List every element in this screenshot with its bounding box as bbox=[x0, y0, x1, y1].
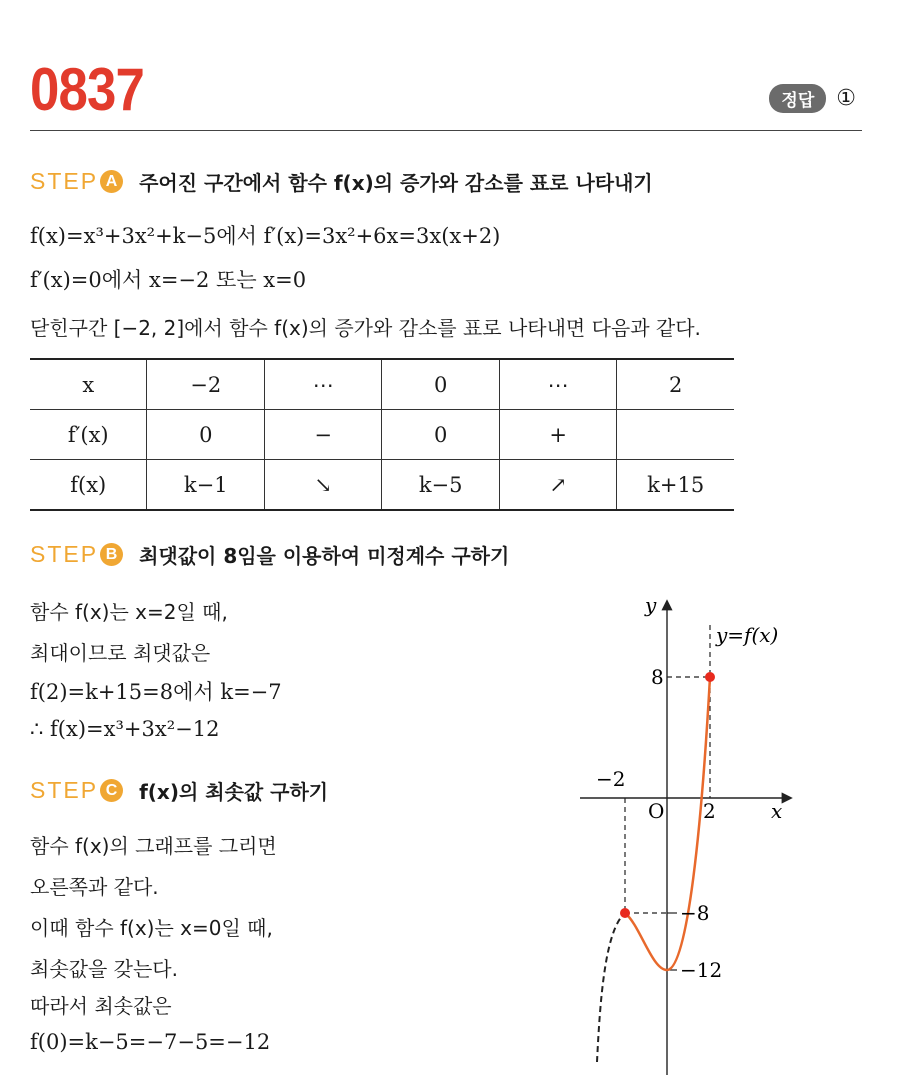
step-letter-icon: C bbox=[100, 779, 123, 802]
y-axis-label: y bbox=[645, 593, 657, 617]
table-cell: ⋯ bbox=[499, 359, 616, 410]
table-cell: x bbox=[30, 359, 147, 410]
table-row bbox=[30, 460, 734, 511]
step-a-line-3: 닫힌구간 [−2, 2]에서 함수 f(x)의 증가와 감소를 표로 나타내면 다음과 같다. bbox=[30, 316, 701, 340]
step-a-line-2: f′(x)=0에서 x=−2 또는 x=0 bbox=[30, 268, 307, 292]
decrease-arrow-icon: ↘ bbox=[265, 460, 382, 511]
curve-outside-interval bbox=[597, 913, 625, 1062]
step-tag: STEP bbox=[30, 777, 99, 803]
answer-badge: 정답 bbox=[769, 84, 826, 113]
step-b-heading bbox=[30, 540, 509, 569]
table-cell: − bbox=[265, 410, 382, 460]
curve-label: y=f(x) bbox=[716, 623, 779, 647]
step-b-line-1: 함수 f(x)는 x=2일 때, bbox=[30, 600, 228, 624]
step-c-line-5: 따라서 최솟값은 bbox=[30, 994, 172, 1018]
label-y-8: 8 bbox=[651, 665, 664, 689]
table-cell: k−1 bbox=[147, 460, 265, 511]
point-max bbox=[705, 672, 715, 682]
step-c-line-4: 최솟값을 갖는다. bbox=[30, 957, 178, 981]
x-axis-label: x bbox=[771, 799, 783, 823]
label-x-neg2: −2 bbox=[596, 767, 626, 791]
answer-value: ① bbox=[836, 86, 856, 111]
label-x-2: 2 bbox=[703, 799, 716, 823]
table-cell: ⋯ bbox=[265, 359, 382, 410]
step-title: 주어진 구간에서 함수 f(x)의 증가와 감소를 표로 나타내기 bbox=[139, 171, 653, 195]
step-a-heading bbox=[30, 167, 653, 196]
label-y-neg8: −8 bbox=[680, 901, 710, 925]
problem-number: 0837 bbox=[30, 56, 144, 123]
step-title: 최댓값이 8임을 이용하여 미정계수 구하기 bbox=[139, 544, 510, 568]
label-y-neg12: −12 bbox=[680, 958, 723, 982]
table-cell: f′(x) bbox=[30, 410, 147, 460]
step-c-line-6: f(0)=k−5=−7−5=−12 bbox=[30, 1030, 271, 1054]
table-cell: 0 bbox=[382, 410, 500, 460]
origin-label: O bbox=[648, 799, 665, 823]
step-b-line-3: f(2)=k+15=8에서 k=−7 bbox=[30, 680, 282, 704]
step-c-line-1: 함수 f(x)의 그래프를 그리면 bbox=[30, 834, 277, 858]
table-cell: 2 bbox=[617, 359, 734, 410]
answer-area bbox=[769, 84, 856, 113]
step-tag: STEP bbox=[30, 168, 99, 194]
header-divider bbox=[30, 130, 862, 131]
step-c-line-3: 이때 함수 f(x)는 x=0일 때, bbox=[30, 916, 273, 940]
table-cell: −2 bbox=[147, 359, 265, 410]
table-cell: + bbox=[499, 410, 616, 460]
function-graph bbox=[570, 582, 870, 1082]
step-letter-icon: A bbox=[100, 170, 123, 193]
table-row bbox=[30, 359, 734, 410]
table-cell: k+15 bbox=[617, 460, 734, 511]
step-letter-icon: B bbox=[100, 543, 123, 566]
sign-table bbox=[30, 358, 734, 511]
step-a-line-1: f(x)=x³+3x²+k−5에서 f′(x)=3x²+6x=3x(x+2) bbox=[30, 224, 501, 248]
step-title: f(x)의 최솟값 구하기 bbox=[139, 780, 329, 804]
table-cell: 0 bbox=[382, 359, 500, 410]
table-cell: f(x) bbox=[30, 460, 147, 511]
table-cell bbox=[617, 410, 734, 460]
table-cell: 0 bbox=[147, 410, 265, 460]
step-b-line-2: 최대이므로 최댓값은 bbox=[30, 641, 211, 665]
step-b-line-4: ∴ f(x)=x³+3x²−12 bbox=[30, 717, 220, 741]
point-min-endpoint bbox=[620, 908, 630, 918]
table-row bbox=[30, 410, 734, 460]
increase-arrow-icon: ↗ bbox=[499, 460, 616, 511]
step-c-line-2: 오른쪽과 같다. bbox=[30, 875, 159, 899]
step-tag: STEP bbox=[30, 541, 99, 567]
table-cell: k−5 bbox=[382, 460, 500, 511]
step-c-heading bbox=[30, 776, 328, 805]
